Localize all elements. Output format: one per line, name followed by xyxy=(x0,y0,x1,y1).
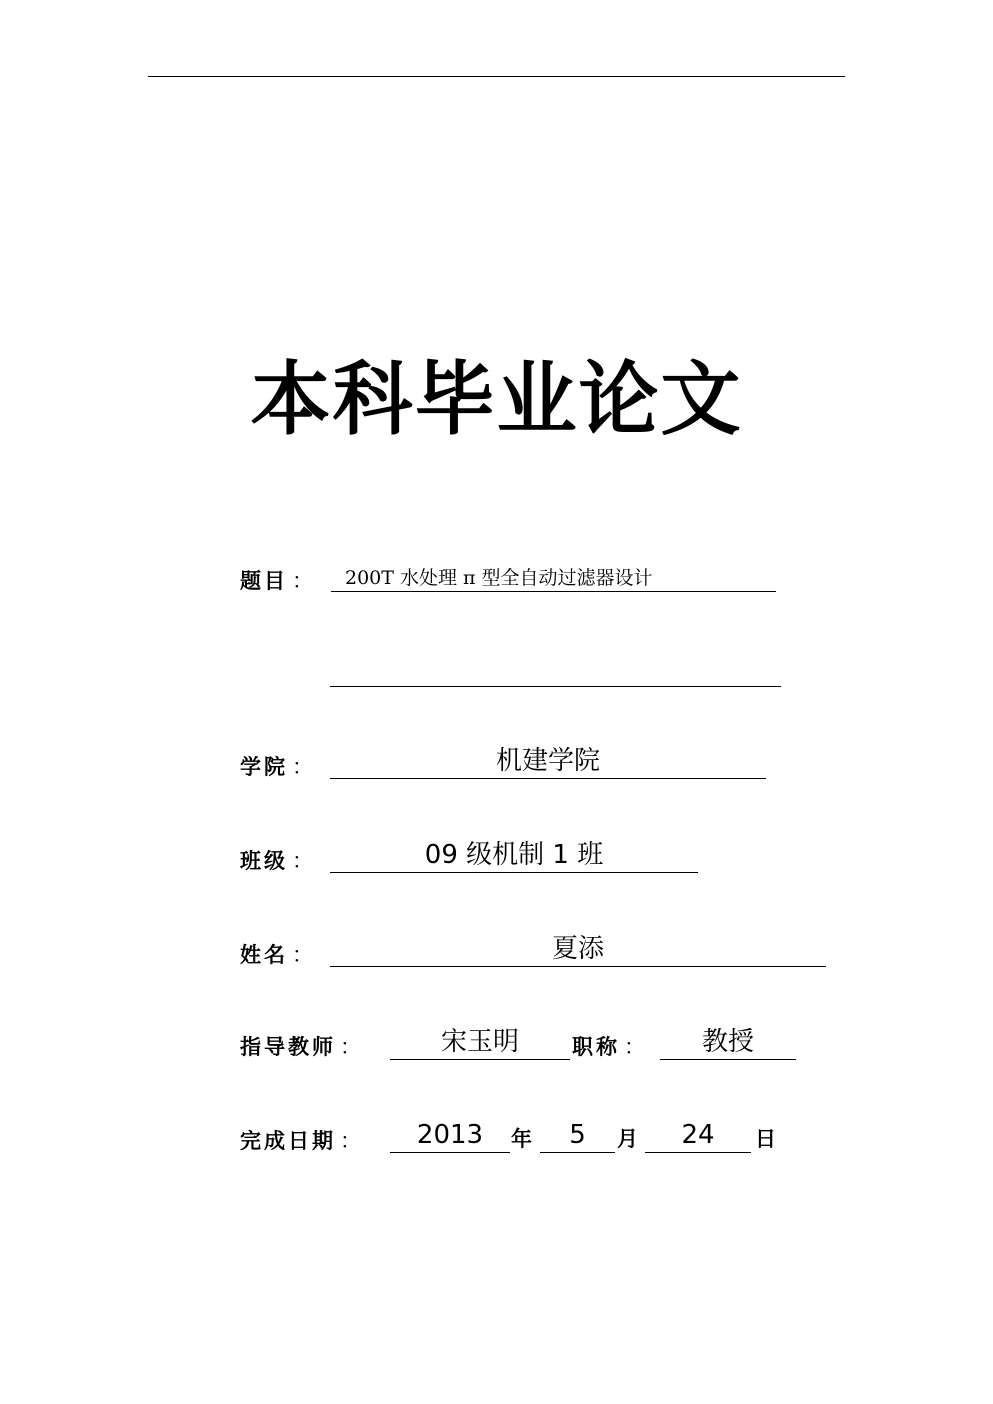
class-label-text: 班级 xyxy=(240,849,288,873)
topic-field-line2 xyxy=(330,652,781,687)
advisor-field: 宋玉明 xyxy=(390,1025,570,1060)
name-label xyxy=(240,940,313,970)
rank-label xyxy=(572,1032,645,1062)
rank-field: 教授 xyxy=(660,1025,796,1060)
class-colon: ： xyxy=(292,849,313,873)
class-field: 09 级机制 1 班 xyxy=(330,838,698,873)
header-rule xyxy=(148,76,845,77)
rank-label-text: 职称 xyxy=(572,1035,620,1059)
name-colon: ： xyxy=(292,943,313,967)
date-colon: ： xyxy=(340,1129,361,1153)
month-unit: 月 xyxy=(617,1127,638,1151)
day-field: 24 xyxy=(645,1118,751,1153)
name-label-text: 姓名 xyxy=(240,943,288,967)
class-label xyxy=(240,846,313,876)
topic-label xyxy=(240,566,313,596)
topic-field: 200T 水处理 π 型全自动过滤器设计 xyxy=(331,564,776,592)
college-label xyxy=(240,752,313,782)
advisor-label-text: 指导教师 xyxy=(240,1035,336,1059)
college-colon: ： xyxy=(292,755,313,779)
name-field: 夏添 xyxy=(330,932,826,967)
college-label-text: 学院 xyxy=(240,755,288,779)
rank-colon: ： xyxy=(624,1035,645,1059)
topic-label-text: 题目 xyxy=(240,569,288,593)
advisor-label xyxy=(240,1032,361,1062)
day-unit: 日 xyxy=(755,1127,776,1151)
year-field: 2013 xyxy=(390,1118,510,1153)
topic-colon: ： xyxy=(292,569,313,593)
year-unit: 年 xyxy=(511,1127,532,1151)
date-label xyxy=(240,1126,361,1156)
college-field: 机建学院 xyxy=(330,744,766,779)
month-field: 5 xyxy=(540,1118,615,1153)
advisor-colon: ： xyxy=(340,1035,361,1059)
document-title: 本科毕业论文 xyxy=(250,353,743,446)
date-label-text: 完成日期 xyxy=(240,1129,336,1153)
